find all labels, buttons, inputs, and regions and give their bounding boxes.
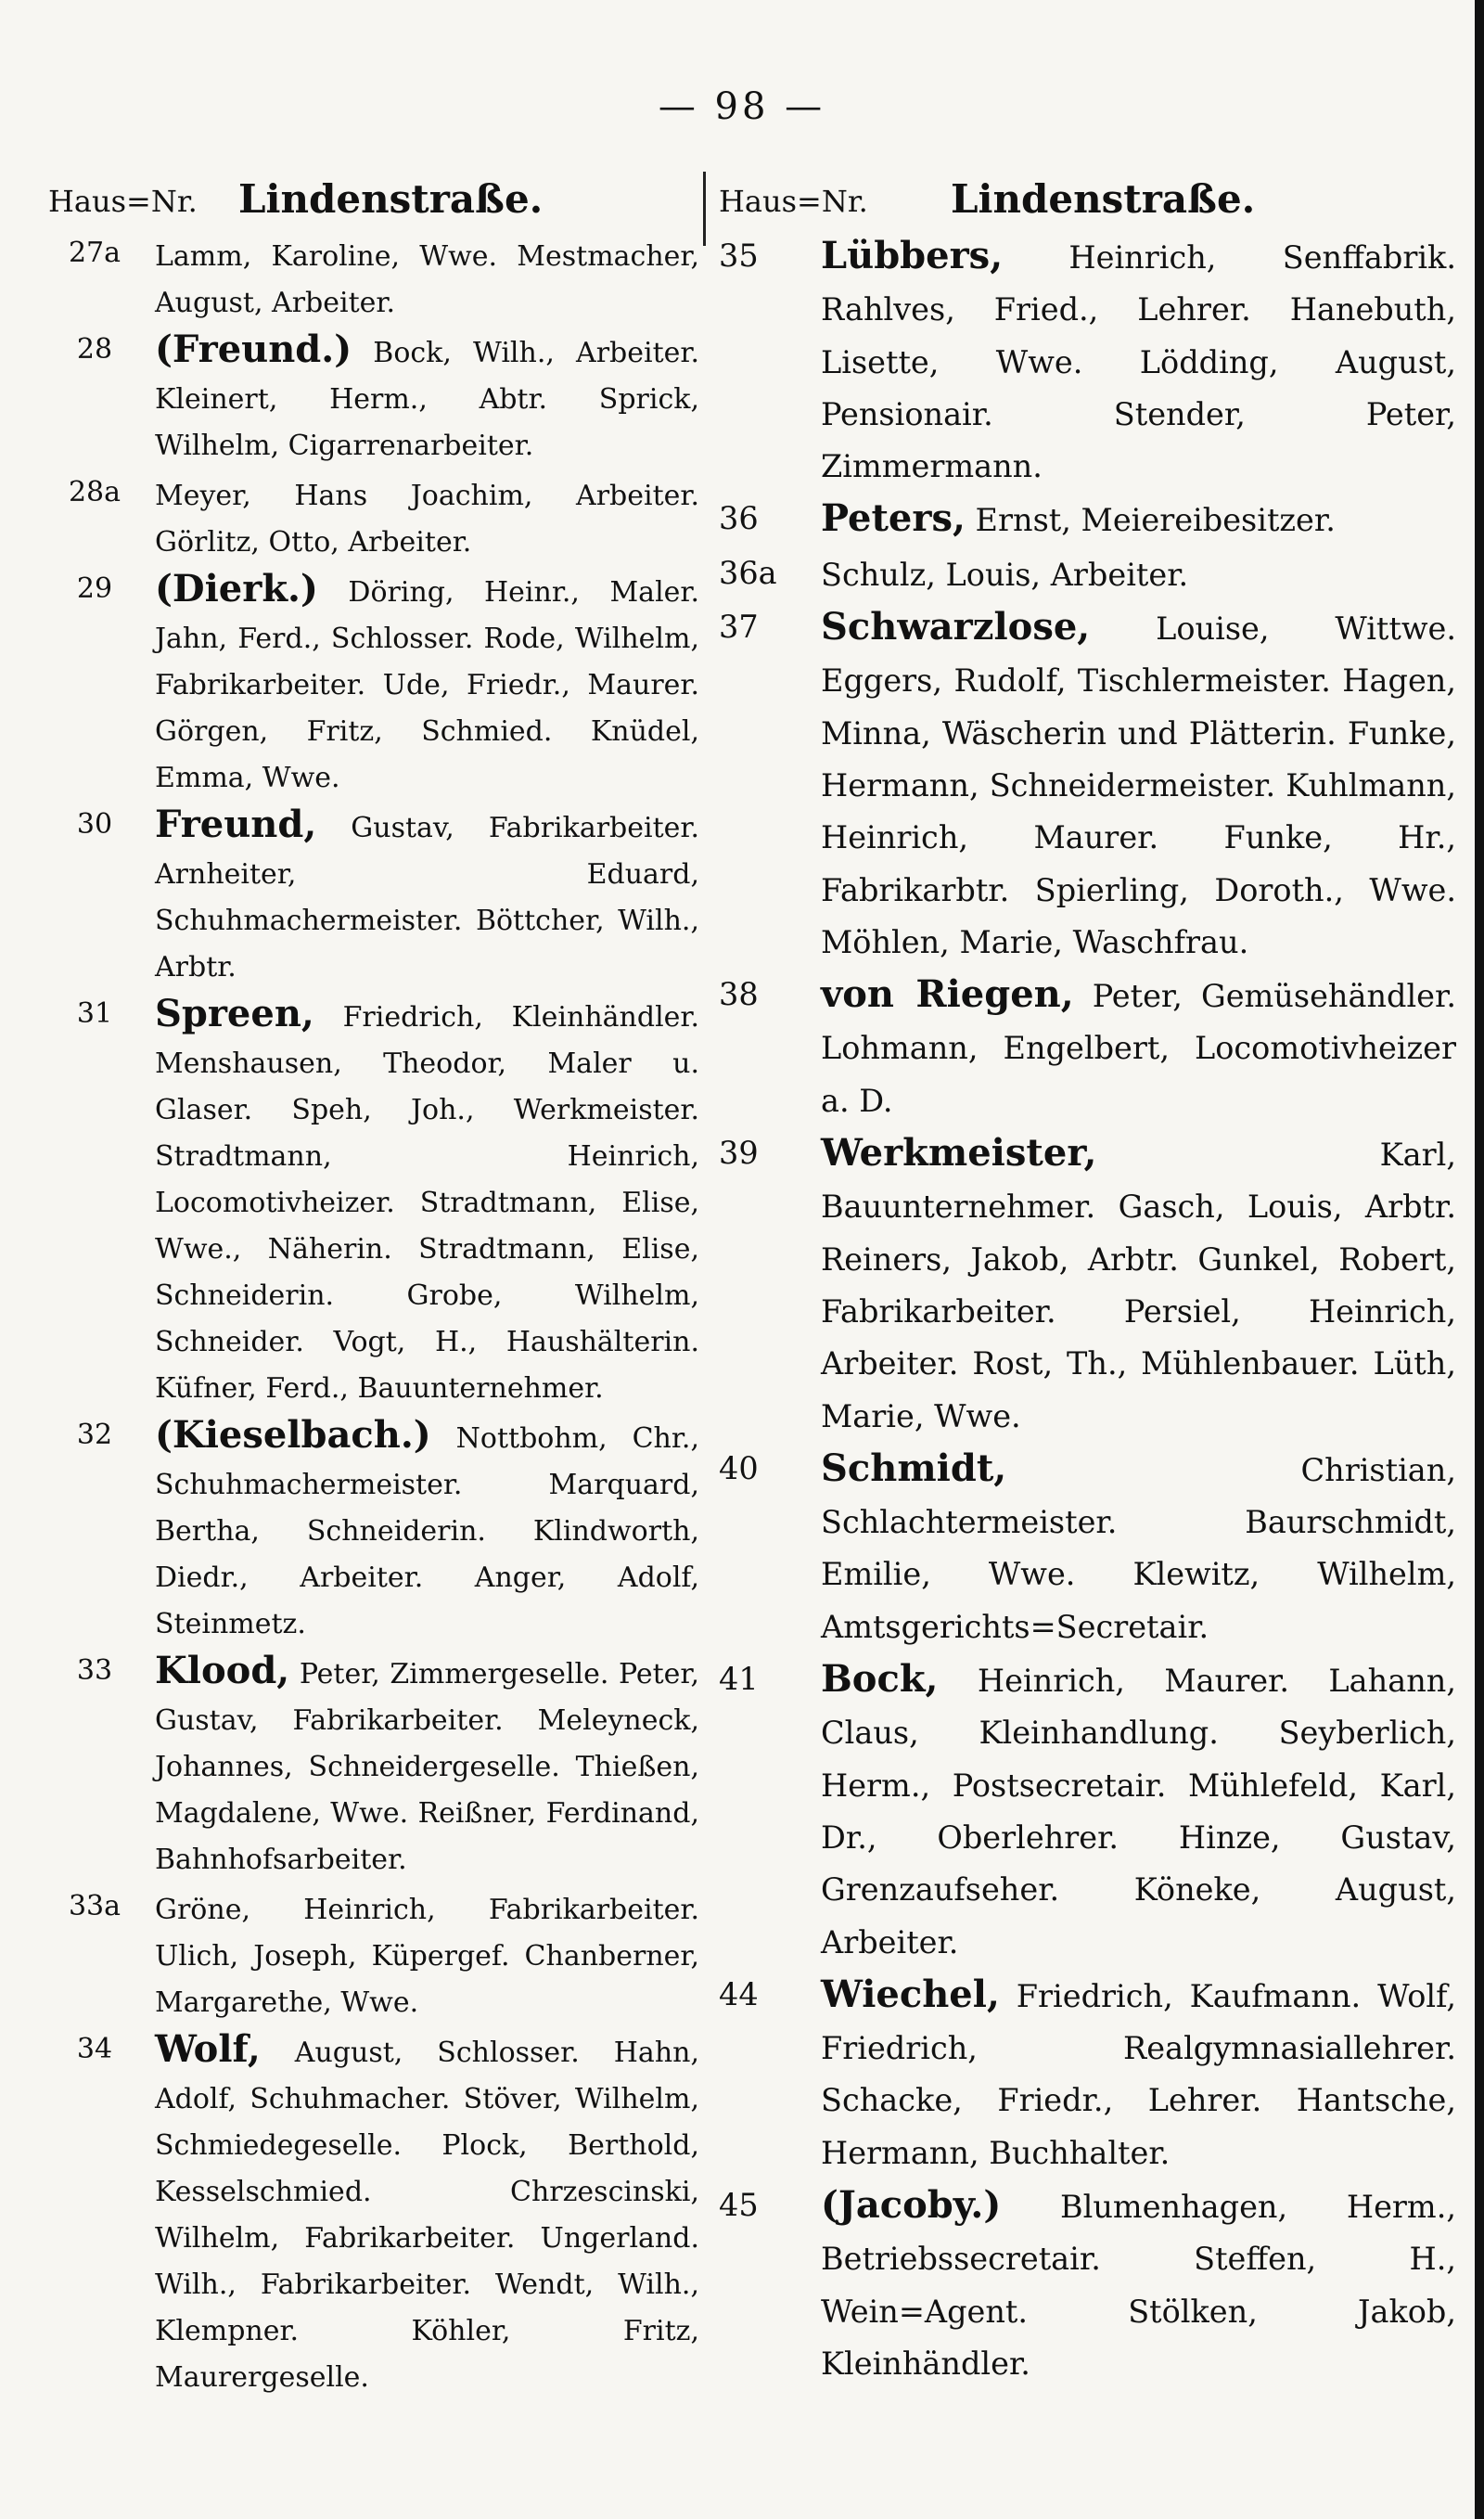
house-entry	[39, 566, 699, 802]
house-entry	[719, 601, 1456, 969]
house-number: 29	[76, 572, 113, 605]
owner-name: Spreen,	[155, 992, 314, 1035]
house-number: 28	[76, 333, 113, 366]
house-number: 27a	[68, 237, 122, 269]
residents-text: Bock, Wilh., Arbeiter. Kleinert, Herm., Abtr. Sprick, Wilhelm, Cigarrenarbeiter.	[155, 337, 699, 462]
owner-name: Werkmeister,	[821, 1131, 1097, 1176]
page-edge	[1475, 0, 1484, 2519]
owner-name: Schmidt,	[821, 1446, 1007, 1490]
residents-text: Lamm, Karoline, Wwe. Mestmacher, August, Arbeiter.	[155, 240, 699, 319]
owner-name: Lübbers,	[821, 234, 1004, 277]
house-entry	[39, 469, 699, 566]
house-entry	[719, 1653, 1456, 1969]
house-number: 39	[719, 1135, 759, 1172]
owner-name: Wolf,	[155, 2027, 261, 2071]
house-entry	[719, 2179, 1456, 2390]
owner-name: (Freund.)	[155, 328, 352, 371]
residents-text: Gustav, Fabrikarbeiter. Arnheiter, Eduard, Schuhmachermeister. Böttcher, Wilh., Arbtr.	[155, 812, 699, 983]
house-entry	[719, 547, 1456, 601]
owner-name: Wiechel,	[821, 1972, 1000, 2016]
residents-text: Nottbohm, Chr., Schuhmachermeister. Marquard, Bertha, Schneiderin. Klindworth, Diedr., Arbeiter. Anger, Adolf, Steinmetz.	[155, 1422, 699, 1640]
residents-text: August, Schlosser. Hahn, Adolf, Schuhmacher. Stöver, Wilhelm, Schmiedegeselle. Plock, Berthold, Kesselschmied. Chrzescinski, Wilhelm, Fabrikarbeiter. Ungerland. Wilh., Fabrikarbeiter. Wendt, Wilh., Klempner. Köhler, Fritz, Maurergeselle.	[155, 2037, 699, 2394]
residents-text: Ernst, Meiereibesitzer.	[965, 502, 1336, 539]
house-entry	[719, 1443, 1456, 1653]
house-number: 35	[719, 238, 759, 274]
right-column-header	[719, 176, 1452, 232]
residents-text: Friedrich, Kaufmann. Wolf, Friedrich, Realgymnasiallehrer. Schacke, Friedr., Lehrer. Hantsche, Hermann, Buchhalter.	[821, 1977, 1456, 2171]
residents-text: Friedrich, Kleinhändler. Menshausen, Theodor, Maler u. Glaser. Speh, Joh., Werkmeister. Stradtmann, Heinrich, Locomotivheizer. Stradtmann, Elise, Wwe., Näherin. Stradtmann, Elise, Schneiderin. Grobe, Wilhelm, Schneider. Vogt, H., Haushälterin. Küfner, Ferd., Bauunternehmer.	[155, 1001, 699, 1405]
right-column	[719, 230, 1456, 2390]
residents-text: Gröne, Heinrich, Fabrikarbeiter. Ulich, Joseph, Küpergef. Chanberner, Margarethe, Wwe.	[155, 1894, 699, 2019]
owner-name: Klood,	[155, 1649, 290, 1692]
house-number: 30	[76, 808, 113, 841]
house-number: 28a	[68, 476, 122, 508]
column-divider	[703, 172, 706, 246]
page-number: — 98 —	[658, 85, 826, 128]
left-column-header	[48, 176, 702, 232]
residents-text: Peter, Zimmergeselle. Peter, Gustav, Fabrikarbeiter. Meleyneck, Johannes, Schneidergeselle. Thießen, Magdalene, Wwe. Reißner, Ferdinand, Bahnhofsarbeiter.	[155, 1658, 699, 1876]
residents-text: Peter, Gemüsehändler. Lohmann, Engelbert, Locomotivheizer a. D.	[821, 978, 1456, 1119]
house-entry	[719, 1969, 1456, 2179]
house-entry	[719, 1127, 1456, 1443]
house-number: 33	[76, 1654, 113, 1687]
residents-text: Christian, Schlachtermeister. Baurschmidt, Emilie, Wwe. Klewitz, Wilhelm, Amtsgerichts=Secretair.	[821, 1451, 1456, 1645]
house-entry	[719, 230, 1456, 493]
owner-name: (Jacoby.)	[821, 2182, 1002, 2227]
house-entry	[39, 991, 699, 1412]
house-number: 33a	[68, 1890, 122, 1922]
owner-name: Peters,	[821, 496, 966, 541]
house-number: 38	[719, 976, 759, 1013]
house-entry	[39, 1648, 699, 1883]
house-number: 36	[719, 500, 759, 537]
owner-name: Bock,	[821, 1657, 939, 1702]
house-number: 37	[719, 609, 759, 646]
owner-name: von Riegen,	[821, 972, 1074, 1017]
house-entry	[39, 1883, 699, 2026]
owner-name: Schwarzlose,	[821, 605, 1091, 649]
house-number: 45	[719, 2186, 759, 2223]
residents-text: Heinrich, Maurer. Lahann, Claus, Kleinhandlung. Seyberlich, Herm., Postsecretair. Mühlefeld, Karl, Dr., Oberlehrer. Hinze, Gustav, Grenzaufseher. Köneke, August, Arbeiter.	[821, 1663, 1456, 1960]
owner-name: Freund,	[155, 803, 317, 846]
house-number: 34	[76, 2033, 113, 2065]
owner-name: (Kieselbach.)	[155, 1413, 431, 1457]
left-column	[39, 230, 699, 2401]
house-entry	[39, 327, 699, 469]
house-entry	[39, 802, 699, 991]
house-entry	[719, 493, 1456, 546]
residents-text: Schulz, Louis, Arbeiter.	[821, 556, 1189, 593]
residents-text: Louise, Wittwe. Eggers, Rudolf, Tischlermeister. Hagen, Minna, Wäscherin und Plätterin. Funke, Hermann, Schneidermeister. Kuhlmann, Heinrich, Maurer. Funke, Hr., Fabrikarbtr. Spierling, Doroth., Wwe. Möhlen, Marie, Waschfrau.	[821, 610, 1456, 960]
street-name: Lindenstraße.	[951, 176, 1256, 222]
house-entry	[39, 2026, 699, 2401]
house-number: 41	[719, 1661, 759, 1698]
house-number: 44	[719, 1975, 759, 2012]
residents-text: Karl, Bauunternehmer. Gasch, Louis, Arbtr. Reiners, Jakob, Arbtr. Gunkel, Robert, Fabrikarbeiter. Persiel, Heinrich, Arbeiter. Rost, Th., Mühlenbauer. Lüth, Marie, Wwe.	[821, 1137, 1456, 1434]
house-number: 32	[76, 1419, 113, 1451]
house-number: 31	[76, 997, 113, 1030]
haus-nr-label: Haus=Nr.	[48, 184, 198, 219]
residents-text: Blumenhagen, Herm., Betriebssecretair. Steffen, H., Wein=Agent. Stölken, Jakob, Kleinhändler.	[821, 2188, 1456, 2382]
house-entry	[39, 230, 699, 327]
house-number: 36a	[719, 554, 777, 591]
residents-text: Heinrich, Senffabrik. Rahlves, Fried., Lehrer. Hanebuth, Lisette, Wwe. Lödding, August, Pensionair. Stender, Peter, Zimmermann.	[821, 239, 1456, 485]
house-number: 40	[719, 1449, 759, 1486]
owner-name: (Dierk.)	[155, 567, 318, 610]
street-name: Lindenstraße.	[238, 176, 544, 222]
haus-nr-label: Haus=Nr.	[719, 184, 868, 219]
residents-text: Döring, Heinr., Maler. Jahn, Ferd., Schlosser. Rode, Wilhelm, Fabrikarbeiter. Ude, Friedr., Maurer. Görgen, Fritz, Schmied. Knüdel, Emma, Wwe.	[155, 576, 699, 794]
house-entry	[719, 969, 1456, 1127]
house-entry	[39, 1412, 699, 1648]
residents-text: Meyer, Hans Joachim, Arbeiter. Görlitz, Otto, Arbeiter.	[155, 480, 699, 559]
